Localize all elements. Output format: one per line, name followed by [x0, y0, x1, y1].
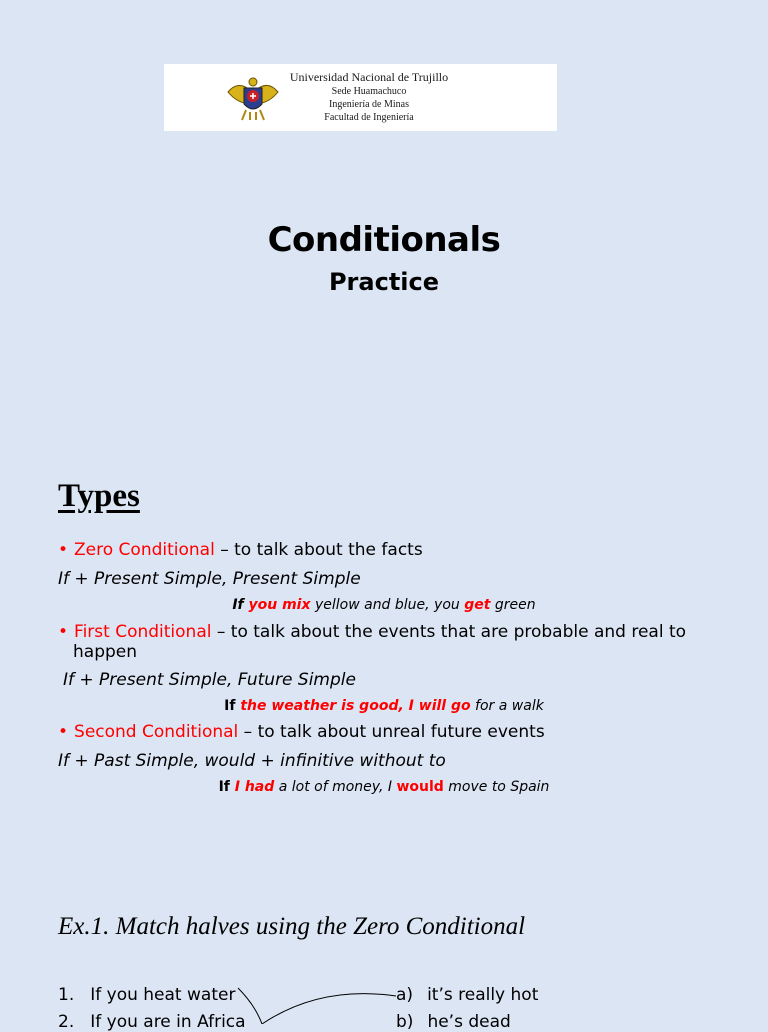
campus-name: Sede Huamachuco	[331, 86, 407, 97]
match-right-item	[396, 985, 538, 1005]
example-part: yellow and blue, you	[310, 597, 465, 613]
zero-conditional-formula: If + Present Simple, Present Simple	[58, 569, 361, 589]
example-part: for a walk	[470, 698, 544, 714]
example-part: If	[218, 779, 235, 795]
example-part: would	[396, 779, 444, 795]
example-part: green	[490, 597, 536, 613]
university-name: Universidad Nacional de Trujillo	[289, 70, 449, 84]
page-subtitle: Practice	[328, 268, 440, 296]
example-part: I had	[234, 779, 275, 795]
conditional-name: Zero Conditional	[74, 540, 215, 560]
item-text: If you heat water	[90, 985, 236, 1005]
item-text: If you are in Africa	[90, 1012, 246, 1032]
item-letter: b)	[396, 1012, 414, 1032]
first-conditional-formula: If + Present Simple, Future Simple	[63, 670, 356, 690]
example-part: ,	[398, 698, 409, 714]
example-part: you mix	[248, 597, 311, 613]
example-part: move to Spain	[443, 779, 550, 795]
conditional-desc: – to talk about the events that are probable and real to	[211, 622, 687, 642]
first-conditional-desc-cont: happen	[73, 642, 138, 662]
department-name: Ingeniería de Minas	[329, 99, 409, 110]
example-part: a lot of money, I	[274, 779, 397, 795]
item-text: it’s really hot	[427, 985, 539, 1005]
conditional-name: First Conditional	[74, 622, 212, 642]
page-title: Conditionals	[267, 220, 501, 260]
exercise-heading: Ex.1. Match halves using the Zero Conditional	[58, 913, 526, 940]
example-part: I will go	[408, 698, 471, 714]
item-text: he’s dead	[427, 1012, 511, 1032]
example-part: the weather is good	[240, 698, 399, 714]
item-letter: a)	[396, 985, 414, 1005]
example-part: get	[464, 597, 491, 613]
bullet-icon: •	[58, 622, 69, 642]
match-left-item	[58, 1012, 246, 1032]
example-part: If	[232, 597, 249, 613]
item-number: 1.	[58, 985, 75, 1005]
item-number: 2.	[58, 1012, 75, 1032]
conditional-name: Second Conditional	[74, 722, 239, 742]
example-part: If	[224, 698, 241, 714]
types-heading: Types	[58, 478, 140, 514]
bullet-icon: •	[58, 722, 69, 742]
bullet-icon: •	[58, 540, 69, 560]
match-left-item	[58, 985, 235, 1005]
conditional-desc: – to talk about the facts	[214, 540, 423, 560]
conditional-desc: – to talk about unreal future events	[238, 722, 545, 742]
match-right-item	[396, 1012, 511, 1032]
faculty-name: Facultad de Ingeniería	[324, 112, 414, 123]
second-conditional-formula: If + Past Simple, would + infinitive without to	[58, 751, 446, 771]
